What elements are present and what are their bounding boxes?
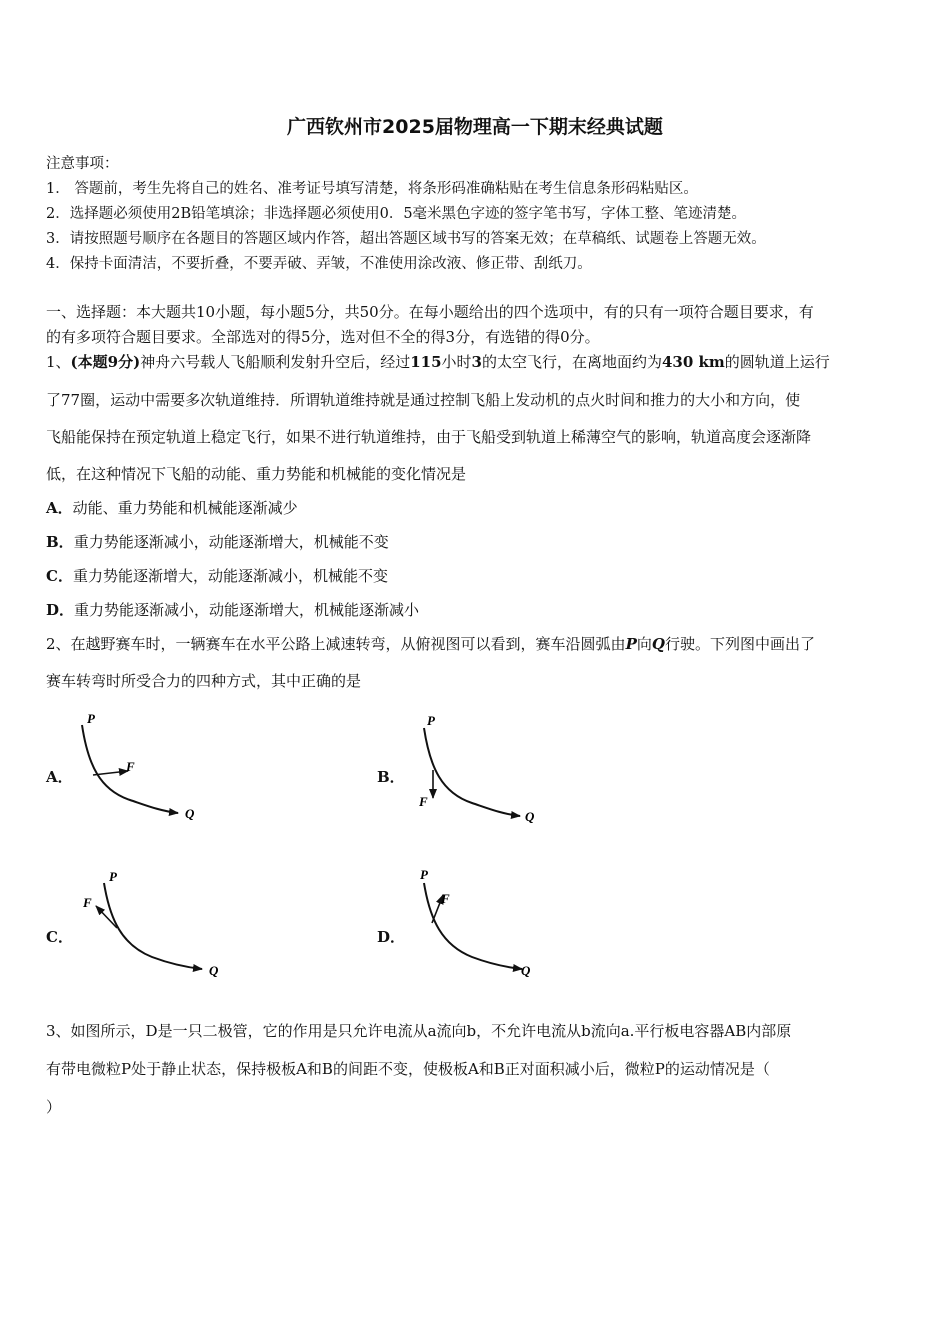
q2-text-a: 2、在越野赛车时，一辆赛车在水平公路上减速转弯，从俯视图可以看到，赛车沿圆弧由: [46, 635, 626, 653]
q2-line-2: 赛车转弯时所受合力的四种方式，其中正确的是: [46, 672, 362, 690]
q1-line-3: 飞船能保持在预定轨道上稳定飞行，如果不进行轨道维持，由于飞船受到轨道上稀薄空气的影响，轨道高度会逐渐降: [46, 428, 812, 446]
section-intro-line-2: 的有多项符合题目要求。全部选对的得5分，选对但不全的得3分，有选错的得0分。: [46, 328, 600, 346]
q2-option-d-label[interactable]: D．: [377, 928, 406, 946]
label-q: Q: [521, 963, 531, 978]
force-arrow: [93, 771, 128, 775]
q1-option-b-text: 重力势能逐渐减小，动能逐渐增大，机械能不变: [73, 533, 389, 551]
q1-days: 3: [471, 353, 482, 371]
q1-option-c[interactable]: [46, 565, 908, 586]
q2-option-b-label[interactable]: B．: [377, 768, 405, 786]
q1-score-tag: (本题9分): [70, 353, 141, 371]
section-intro-line-1: 一、选择题：本大题共10小题，每小题5分，共50分。在每小题给出的四个选项中，有的只有一项符合题目要求，有: [46, 303, 814, 321]
q3-line-1: 3、如图所示，D是一只二极管，它的作用是只允许电流从a流向b，不允许电流从b流向a.平行板电容器AB内部原: [46, 1022, 792, 1040]
q1-line-1: [46, 351, 908, 372]
q2-point-q: Q: [651, 635, 665, 653]
q1-hours: 115: [410, 353, 442, 371]
label-p: P: [109, 869, 117, 884]
q1-option-b[interactable]: [46, 531, 908, 552]
label-p: P: [420, 867, 428, 882]
q1-option-a-label: A．: [46, 499, 73, 517]
q1-altitude: 430 km: [661, 353, 725, 371]
notice-heading: 注意事项：: [46, 156, 119, 172]
trajectory-arc: [104, 883, 202, 969]
label-f: F: [126, 759, 135, 774]
label-p: P: [427, 713, 435, 728]
q2-figure-b: [412, 708, 552, 833]
q1-option-c-text: 重力势能逐渐增大，动能逐渐减小，机械能不变: [72, 567, 388, 585]
q2-figure-d: [410, 865, 560, 990]
label-f: F: [83, 895, 92, 910]
label-q: Q: [209, 963, 219, 978]
label-q: Q: [185, 806, 195, 821]
label-p: P: [87, 711, 95, 726]
notice-item-4: 4．保持卡面清洁，不要折叠，不要弄破、弄皱，不准使用涂改液、修正带、刮纸刀。: [46, 256, 592, 272]
q2-option-c-label[interactable]: C．: [46, 928, 73, 946]
q1-option-d[interactable]: [46, 599, 908, 620]
q2-text-b: 向: [636, 635, 652, 653]
notice-item-1: 1． 答题前，考生先将自己的姓名、准考证号填写清楚，将条形码准确粘贴在考生信息条形码粘贴区。: [46, 181, 698, 197]
label-f: F: [419, 794, 428, 809]
trajectory-arc: [424, 728, 520, 816]
label-f: F: [441, 891, 450, 906]
q1-option-c-label: C．: [46, 567, 73, 585]
q1-option-a-text: 动能、重力势能和机械能逐渐减少: [72, 499, 298, 517]
q1-option-b-label: B．: [46, 533, 74, 551]
q2-figure-c: [80, 865, 230, 990]
q2-point-p: P: [625, 635, 637, 653]
q1-line-2: 了77圈，运动中需要多次轨道维持．所谓轨道维持就是通过控制飞船上发动机的点火时间和推力的大小和方向，使: [46, 391, 801, 409]
q1-number: 1、: [46, 353, 71, 371]
label-q: Q: [525, 809, 535, 824]
notice-item-3: 3．请按照题号顺序在各题目的答题区域内作答，超出答题区域书写的答案无效；在草稿纸、试题卷上答题无效。: [46, 231, 766, 247]
q1-option-d-label: D．: [46, 601, 75, 619]
q3-line-2: 有带电微粒P处于静止状态，保持极板A和B的间距不变，使极板A和B正对面积减小后，微粒P的运动情况是（: [46, 1060, 770, 1078]
q2-text-c: 行驶。下列图中画出了: [664, 635, 815, 653]
q1-text-g: 的圆轨道上运行: [724, 353, 830, 371]
q1-option-d-text: 重力势能逐渐减小，动能逐渐增大，机械能逐渐减小: [74, 601, 420, 619]
q2-line-1: [46, 633, 908, 654]
q1-line-4: 低，在这种情况下飞船的动能、重力势能和机械能的变化情况是: [46, 465, 467, 483]
page-title: 广西钦州市2025届物理高一下期末经典试题: [287, 116, 663, 138]
q1-text-e: 的太空飞行，在离地面约为: [481, 353, 662, 371]
q2-option-a-label[interactable]: A．: [46, 768, 73, 786]
q2-figure-a: [70, 705, 210, 830]
notice-item-2: 2．选择题必须使用2B铅笔填涂；非选择题必须使用0．5毫米黑色字迹的签字笔书写，字体工整、笔迹清楚。: [46, 206, 747, 222]
q1-option-a[interactable]: [46, 497, 908, 518]
q3-line-3: ）: [46, 1098, 62, 1116]
q1-text-c: 小时: [441, 353, 472, 371]
q1-text-a: 神舟六号载人飞船顺利发射升空后，经过: [140, 353, 411, 371]
trajectory-arc: [424, 883, 522, 969]
